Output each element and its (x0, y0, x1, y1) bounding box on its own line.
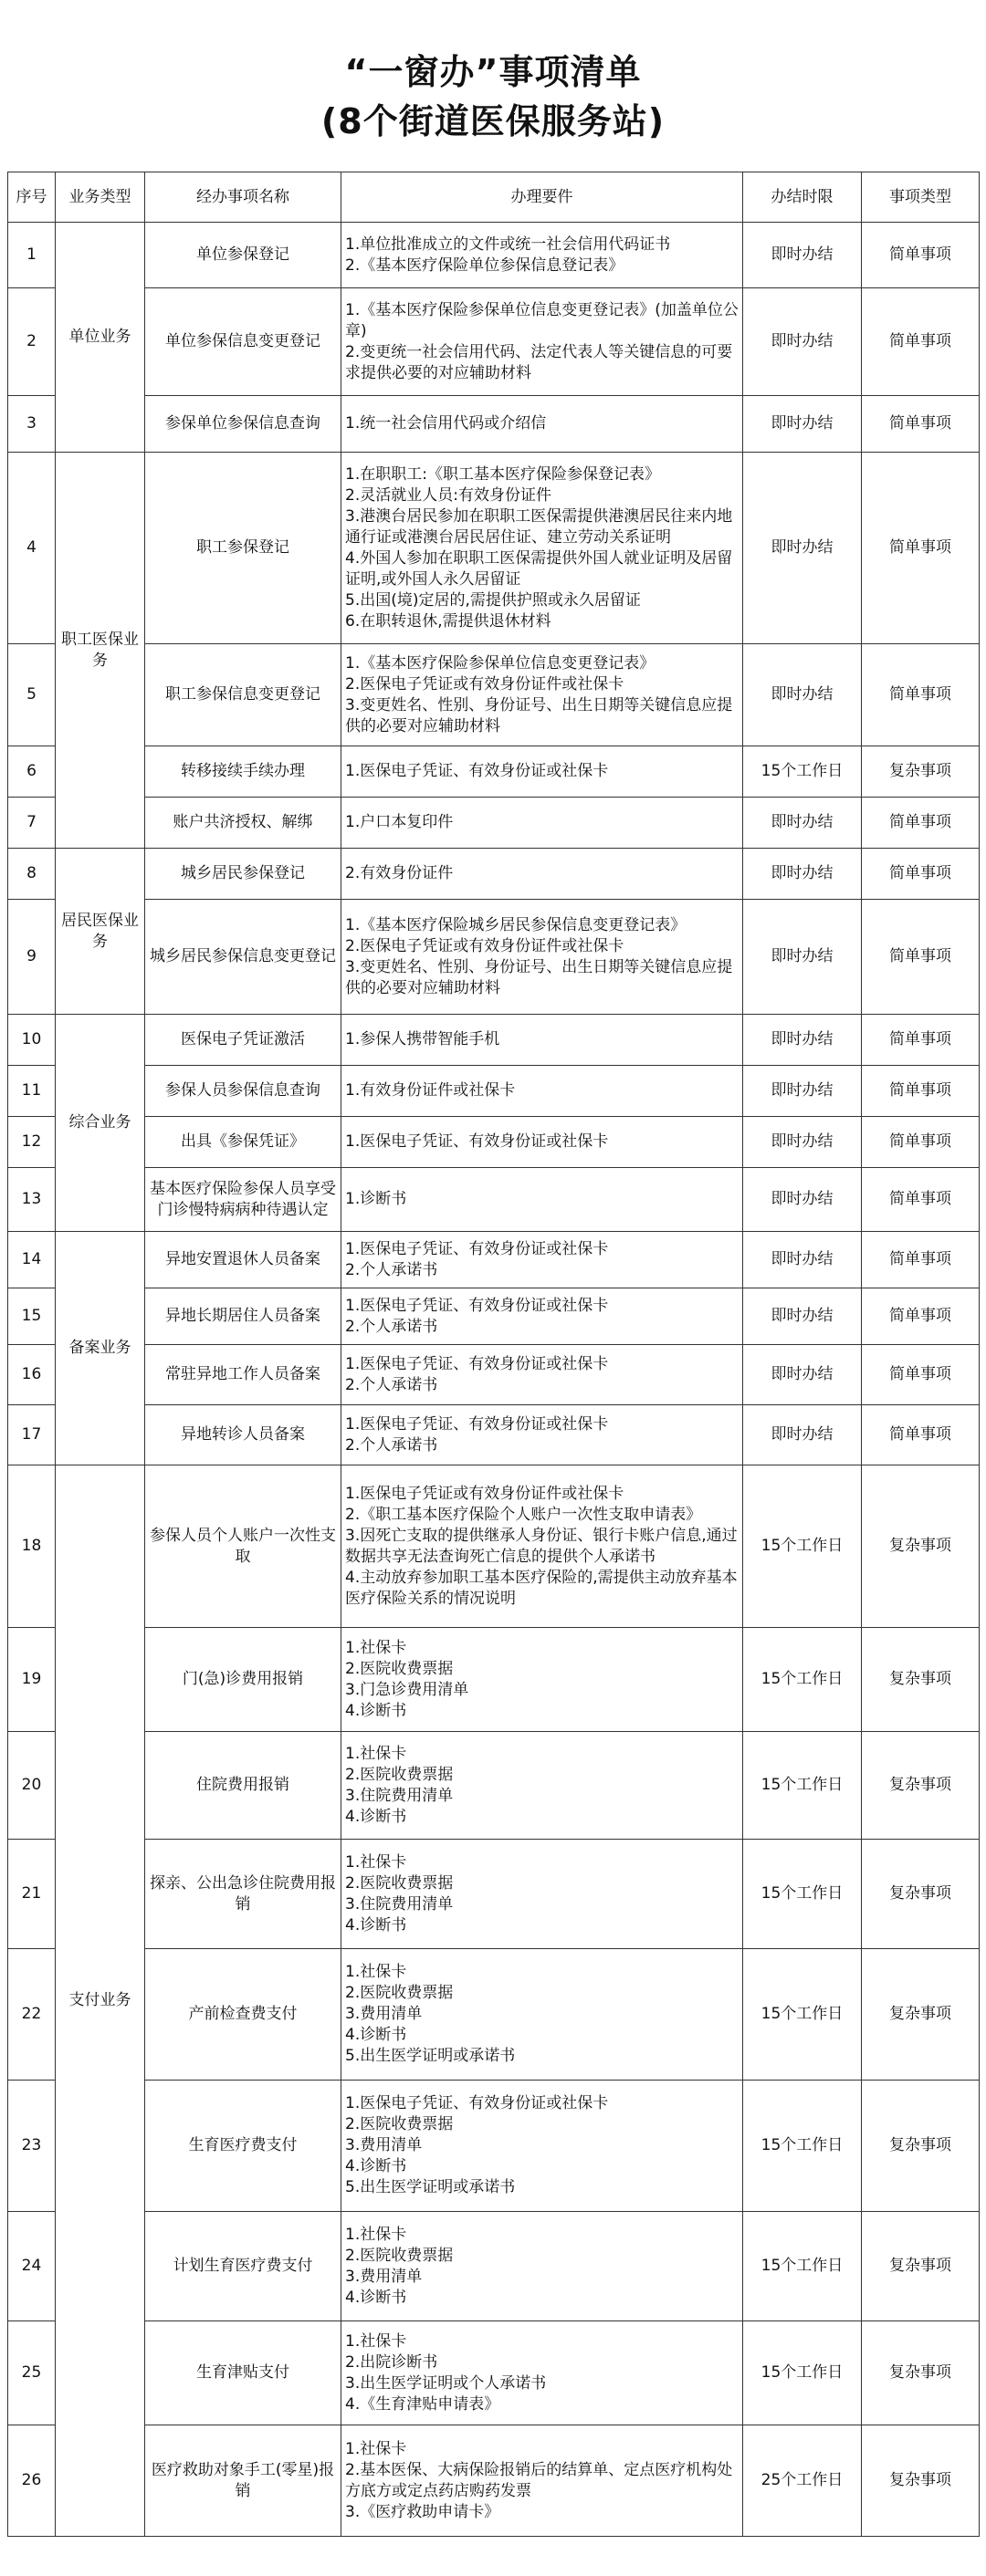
item-type-cell: 简单事项 (862, 1345, 980, 1405)
requirement-line: 1.医保电子凭证或有效身份证件或社保卡 (345, 1484, 624, 1503)
requirement-line: 2.医保电子凭证或有效身份证件或社保卡 (345, 674, 624, 694)
requirement-line: 1.社保卡 (345, 1963, 407, 1981)
requirement-line: 2.个人承诺书 (345, 1375, 438, 1394)
row-number: 23 (8, 2081, 56, 2212)
item-name-cell: 参保人员个人账户一次性支取 (145, 1465, 341, 1628)
business-type-cell: 综合业务 (56, 1015, 145, 1232)
requirement-line: 1.社保卡 (345, 1638, 407, 1657)
table-row (8, 1288, 980, 1345)
item-name-cell: 计划生育医疗费支付 (145, 2212, 341, 2321)
header-cell: 序号 (8, 172, 56, 223)
requirement-line: 2.医院收费票据 (345, 1659, 454, 1678)
item-name-cell: 异地安置退休人员备案 (145, 1232, 341, 1288)
row-number: 3 (8, 396, 56, 453)
row-number: 16 (8, 1345, 56, 1405)
row-number: 24 (8, 2212, 56, 2321)
item-name-cell: 职工参保信息变更登记 (145, 644, 341, 746)
row-number: 1 (8, 223, 56, 288)
requirement-line: 4.主动放弃参加职工基本医疗保险的,需提供主动放弃基本医疗保险关系的情况说明 (345, 1568, 738, 1608)
requirement-line: 6.在职转退休,需提供退休材料 (345, 611, 551, 631)
requirements-cell (341, 900, 743, 1015)
requirement-line: 2.医院收费票据 (345, 2115, 454, 2133)
table-row (8, 1015, 980, 1066)
time-limit-cell: 15个工作日 (743, 746, 862, 798)
requirement-line: 4.诊断书 (345, 1807, 407, 1826)
item-type-cell: 简单事项 (862, 849, 980, 900)
requirement-line: 3.门急诊费用清单 (345, 1680, 469, 1699)
item-type-cell: 复杂事项 (862, 2425, 980, 2537)
time-limit-cell: 即时办结 (743, 1015, 862, 1066)
time-limit-cell: 即时办结 (743, 453, 862, 644)
requirements-cell (341, 1949, 743, 2081)
requirement-line: 1.医保电子凭证、有效身份证或社保卡 (345, 1239, 609, 1258)
table-row (8, 1628, 980, 1732)
requirements-cell (341, 1288, 743, 1345)
requirement-line: 3.港澳台居民参加在职职工医保需提供港澳居民往来内地通行证或港澳台居民居住证、建立劳动关系证明 (345, 506, 733, 547)
time-limit-cell: 15个工作日 (743, 2321, 862, 2425)
row-number: 7 (8, 798, 56, 849)
item-type-cell: 简单事项 (862, 644, 980, 746)
time-limit-cell: 即时办结 (743, 1288, 862, 1345)
header-cell: 经办事项名称 (145, 172, 341, 223)
table-row (8, 2212, 980, 2321)
time-limit-cell: 即时办结 (743, 1117, 862, 1168)
item-name-cell: 门(急)诊费用报销 (145, 1628, 341, 1732)
item-type-cell: 简单事项 (862, 396, 980, 453)
time-limit-cell: 即时办结 (743, 223, 862, 288)
requirement-line: 1.社保卡 (345, 1852, 407, 1872)
row-number: 12 (8, 1117, 56, 1168)
requirements-cell (341, 644, 743, 746)
requirement-line: 3.费用清单 (345, 2005, 423, 2023)
requirement-line: 5.出国(境)定居的,需提供护照或永久居留证 (345, 590, 641, 610)
item-name-cell: 转移接续手续办理 (145, 746, 341, 798)
requirement-line: 1.医保电子凭证、有效身份证或社保卡 (345, 762, 609, 780)
table-header-row (8, 172, 980, 223)
table-row (8, 644, 980, 746)
table-row (8, 1732, 980, 1840)
requirement-line: 1.社保卡 (345, 2225, 407, 2244)
header-cell: 业务类型 (56, 172, 145, 223)
requirement-line: 2.灵活就业人员:有效身份证件 (345, 485, 551, 505)
table-row (8, 1232, 980, 1288)
table-row (8, 1405, 980, 1465)
table-row (8, 746, 980, 798)
table-row (8, 1465, 980, 1628)
item-type-cell: 复杂事项 (862, 1628, 980, 1732)
requirement-line: 3.住院费用清单 (345, 1786, 454, 1805)
row-number: 25 (8, 2321, 56, 2425)
time-limit-cell: 即时办结 (743, 849, 862, 900)
table-row (8, 2425, 980, 2537)
requirement-line: 1.在职职工:《职工基本医疗保险参保登记表》 (345, 464, 660, 484)
requirement-line: 1.社保卡 (345, 1744, 407, 1763)
item-type-cell: 复杂事项 (862, 2212, 980, 2321)
requirements-cell (341, 1015, 743, 1066)
item-type-cell: 复杂事项 (862, 2081, 980, 2212)
requirements-cell (341, 2081, 743, 2212)
item-name-cell: 参保单位参保信息查询 (145, 396, 341, 453)
requirement-line: 3.因死亡支取的提供继承人身份证、银行卡账户信息,通过数据共享无法查询死亡信息的提供个人承诺书 (345, 1526, 738, 1566)
item-name-cell: 城乡居民参保信息变更登记 (145, 900, 341, 1015)
requirements-cell (341, 1405, 743, 1465)
item-type-cell: 简单事项 (862, 1168, 980, 1232)
row-number: 14 (8, 1232, 56, 1288)
row-number: 17 (8, 1405, 56, 1465)
requirement-line: 2.《基本医疗保险单位参保信息登记表》 (345, 256, 624, 275)
row-number: 20 (8, 1732, 56, 1840)
item-type-cell: 简单事项 (862, 1288, 980, 1345)
business-type-cell: 单位业务 (56, 223, 145, 453)
time-limit-cell: 15个工作日 (743, 2212, 862, 2321)
requirements-cell (341, 288, 743, 396)
time-limit-cell: 即时办结 (743, 900, 862, 1015)
page-subtitle: (8个街道医保服务站) (320, 101, 666, 141)
requirement-line: 1.医保电子凭证、有效身份证或社保卡 (345, 1414, 609, 1434)
time-limit-cell: 即时办结 (743, 1066, 862, 1117)
item-type-cell: 复杂事项 (862, 1949, 980, 2081)
requirement-line: 1.《基本医疗保险城乡居民参保信息变更登记表》 (345, 915, 687, 934)
requirement-line: 3.费用清单 (345, 2136, 423, 2154)
table-row (8, 900, 980, 1015)
table-row (8, 1168, 980, 1232)
requirement-line: 2.医院收费票据 (345, 1765, 454, 1784)
item-type-cell: 简单事项 (862, 900, 980, 1015)
table-row (8, 1117, 980, 1168)
table-row (8, 396, 980, 453)
table-row (8, 223, 980, 288)
requirement-line: 2.个人承诺书 (345, 1435, 438, 1455)
requirement-line: 2.出院诊断书 (345, 2352, 438, 2372)
service-table (7, 172, 980, 2537)
item-name-cell: 异地长期居住人员备案 (145, 1288, 341, 1345)
time-limit-cell: 即时办结 (743, 798, 862, 849)
requirement-line: 4.诊断书 (345, 2026, 407, 2044)
item-type-cell: 复杂事项 (862, 1732, 980, 1840)
requirement-line: 3.出生医学证明或个人承诺书 (345, 2373, 547, 2393)
requirement-line: 3.费用清单 (345, 2267, 423, 2286)
title-block (0, 47, 986, 146)
requirements-cell (341, 746, 743, 798)
item-type-cell: 简单事项 (862, 288, 980, 396)
item-name-cell: 职工参保登记 (145, 453, 341, 644)
business-type-cell: 备案业务 (56, 1232, 145, 1465)
header-cell: 办理要件 (341, 172, 743, 223)
item-name-cell: 单位参保信息变更登记 (145, 288, 341, 396)
row-number: 5 (8, 644, 56, 746)
requirements-cell (341, 2321, 743, 2425)
header-cell: 事项类型 (862, 172, 980, 223)
item-type-cell: 简单事项 (862, 1405, 980, 1465)
table-row (8, 453, 980, 644)
time-limit-cell: 15个工作日 (743, 1628, 862, 1732)
requirement-line: 2.医院收费票据 (345, 1873, 454, 1893)
requirements-cell (341, 798, 743, 849)
requirements-cell (341, 849, 743, 900)
requirement-line: 4.诊断书 (345, 1915, 407, 1935)
row-number: 4 (8, 453, 56, 644)
requirement-line: 4.外国人参加在职职工医保需提供外国人就业证明及居留证明,或外国人永久居留证 (345, 548, 733, 589)
time-limit-cell: 15个工作日 (743, 1949, 862, 2081)
table-row (8, 1840, 980, 1949)
requirement-line: 2.基本医保、大病保险报销后的结算单、定点医疗机构处方底方或定点药店购药发票 (345, 2460, 733, 2500)
item-name-cell: 基本医疗保险参保人员享受门诊慢特病病种待遇认定 (145, 1168, 341, 1232)
requirements-cell (341, 1066, 743, 1117)
item-type-cell: 简单事项 (862, 223, 980, 288)
time-limit-cell: 即时办结 (743, 288, 862, 396)
item-name-cell: 生育津贴支付 (145, 2321, 341, 2425)
item-name-cell: 城乡居民参保登记 (145, 849, 341, 900)
time-limit-cell: 即时办结 (743, 1232, 862, 1288)
requirement-line: 4.诊断书 (345, 2157, 407, 2175)
requirement-line: 3.《医疗救助申请卡》 (345, 2502, 500, 2521)
time-limit-cell: 15个工作日 (743, 2081, 862, 2212)
requirements-cell (341, 1117, 743, 1168)
row-number: 22 (8, 1949, 56, 2081)
requirement-line: 2.有效身份证件 (345, 864, 454, 882)
table-row (8, 1345, 980, 1405)
requirement-line: 1.诊断书 (345, 1190, 407, 1208)
row-number: 15 (8, 1288, 56, 1345)
item-type-cell: 简单事项 (862, 1232, 980, 1288)
item-type-cell: 简单事项 (862, 1117, 980, 1168)
table-row (8, 849, 980, 900)
requirement-line: 3.住院费用清单 (345, 1894, 454, 1914)
requirements-cell (341, 453, 743, 644)
item-type-cell: 简单事项 (862, 798, 980, 849)
time-limit-cell: 即时办结 (743, 1168, 862, 1232)
requirements-cell (341, 1345, 743, 1405)
requirement-line: 2.《职工基本医疗保险个人账户一次性支取申请表》 (345, 1505, 702, 1524)
requirement-line: 1.社保卡 (345, 2439, 407, 2458)
row-number: 21 (8, 1840, 56, 1949)
item-name-cell: 生育医疗费支付 (145, 2081, 341, 2212)
requirements-cell (341, 1465, 743, 1628)
business-type-cell: 居民医保业务 (56, 849, 145, 1015)
item-name-cell: 异地转诊人员备案 (145, 1405, 341, 1465)
table-row (8, 1066, 980, 1117)
requirement-line: 1.《基本医疗保险参保单位信息变更登记表》(加盖单位公章) (345, 300, 739, 340)
item-name-cell: 医疗救助对象手工(零星)报销 (145, 2425, 341, 2537)
requirements-cell (341, 396, 743, 453)
time-limit-cell: 即时办结 (743, 1345, 862, 1405)
time-limit-cell: 即时办结 (743, 1405, 862, 1465)
table-row (8, 1949, 980, 2081)
row-number: 18 (8, 1465, 56, 1628)
requirement-line: 1.医保电子凭证、有效身份证或社保卡 (345, 1354, 609, 1373)
requirement-line: 1.医保电子凭证、有效身份证或社保卡 (345, 2094, 609, 2112)
requirement-line: 5.出生医学证明或承诺书 (345, 2178, 516, 2196)
row-number: 11 (8, 1066, 56, 1117)
requirement-line: 3.变更姓名、性别、身份证号、出生日期等关键信息应提供的必要对应辅助材料 (345, 957, 733, 997)
requirement-line: 1.参保人携带智能手机 (345, 1030, 500, 1048)
requirements-cell (341, 1232, 743, 1288)
requirement-line: 1.医保电子凭证、有效身份证或社保卡 (345, 1132, 609, 1151)
item-type-cell: 简单事项 (862, 1015, 980, 1066)
requirement-line: 4.《生育津贴申请表》 (345, 2394, 500, 2414)
time-limit-cell: 即时办结 (743, 644, 862, 746)
row-number: 10 (8, 1015, 56, 1066)
item-type-cell: 复杂事项 (862, 2321, 980, 2425)
row-number: 9 (8, 900, 56, 1015)
item-name-cell: 出具《参保凭证》 (145, 1117, 341, 1168)
row-number: 19 (8, 1628, 56, 1732)
item-name-cell: 账户共济授权、解绑 (145, 798, 341, 849)
item-type-cell: 复杂事项 (862, 1465, 980, 1628)
requirement-line: 1.有效身份证件或社保卡 (345, 1081, 516, 1100)
time-limit-cell: 即时办结 (743, 396, 862, 453)
business-type-cell: 职工医保业务 (56, 453, 145, 849)
requirement-line: 5.出生医学证明或承诺书 (345, 2047, 516, 2065)
header-cell: 办结时限 (743, 172, 862, 223)
item-name-cell: 医保电子凭证激活 (145, 1015, 341, 1066)
table-row (8, 798, 980, 849)
item-name-cell: 参保人员参保信息查询 (145, 1066, 341, 1117)
row-number: 6 (8, 746, 56, 798)
requirements-cell (341, 1168, 743, 1232)
row-number: 2 (8, 288, 56, 396)
time-limit-cell: 15个工作日 (743, 1732, 862, 1840)
requirement-line: 1.社保卡 (345, 2331, 407, 2351)
table-row (8, 288, 980, 396)
requirement-line: 3.变更姓名、性别、身份证号、出生日期等关键信息应提供的必要对应辅助材料 (345, 695, 733, 735)
item-name-cell: 单位参保登记 (145, 223, 341, 288)
requirement-line: 1.户口本复印件 (345, 813, 454, 831)
business-type-cell: 支付业务 (56, 1465, 145, 2537)
row-number: 8 (8, 849, 56, 900)
requirement-line: 1.单位批准成立的文件或统一社会信用代码证书 (345, 235, 671, 254)
time-limit-cell: 25个工作日 (743, 2425, 862, 2537)
requirements-cell (341, 1840, 743, 1949)
time-limit-cell: 15个工作日 (743, 1840, 862, 1949)
row-number: 26 (8, 2425, 56, 2537)
table-body (8, 223, 980, 2537)
time-limit-cell: 15个工作日 (743, 1465, 862, 1628)
requirement-line: 1.医保电子凭证、有效身份证或社保卡 (345, 1296, 609, 1315)
table-row (8, 2081, 980, 2212)
item-type-cell: 简单事项 (862, 1066, 980, 1117)
requirement-line: 1.统一社会信用代码或介绍信 (345, 414, 547, 433)
requirements-cell (341, 2212, 743, 2321)
item-name-cell: 常驻异地工作人员备案 (145, 1345, 341, 1405)
requirements-cell (341, 2425, 743, 2537)
requirements-cell (341, 1628, 743, 1732)
requirement-line: 2.个人承诺书 (345, 1260, 438, 1279)
requirement-line: 2.医院收费票据 (345, 1984, 454, 2002)
item-name-cell: 住院费用报销 (145, 1732, 341, 1840)
item-name-cell: 产前检查费支付 (145, 1949, 341, 2081)
page-title: “一窗办”事项清单 (344, 52, 642, 92)
requirement-line: 4.诊断书 (345, 1701, 407, 1720)
requirement-line: 4.诊断书 (345, 2288, 407, 2307)
item-type-cell: 复杂事项 (862, 1840, 980, 1949)
item-name-cell: 探亲、公出急诊住院费用报销 (145, 1840, 341, 1949)
requirement-line: 2.个人承诺书 (345, 1317, 438, 1336)
row-number: 13 (8, 1168, 56, 1232)
requirement-line: 2.医保电子凭证或有效身份证件或社保卡 (345, 936, 624, 955)
requirement-line: 2.医院收费票据 (345, 2246, 454, 2265)
table-row (8, 2321, 980, 2425)
item-type-cell: 简单事项 (862, 453, 980, 644)
requirements-cell (341, 1732, 743, 1840)
requirement-line: 2.变更统一社会信用代码、法定代表人等关键信息的可要求提供必要的对应辅助材料 (345, 342, 733, 382)
requirements-cell (341, 223, 743, 288)
item-type-cell: 复杂事项 (862, 746, 980, 798)
requirement-line: 1.《基本医疗保险参保单位信息变更登记表》 (345, 653, 656, 673)
